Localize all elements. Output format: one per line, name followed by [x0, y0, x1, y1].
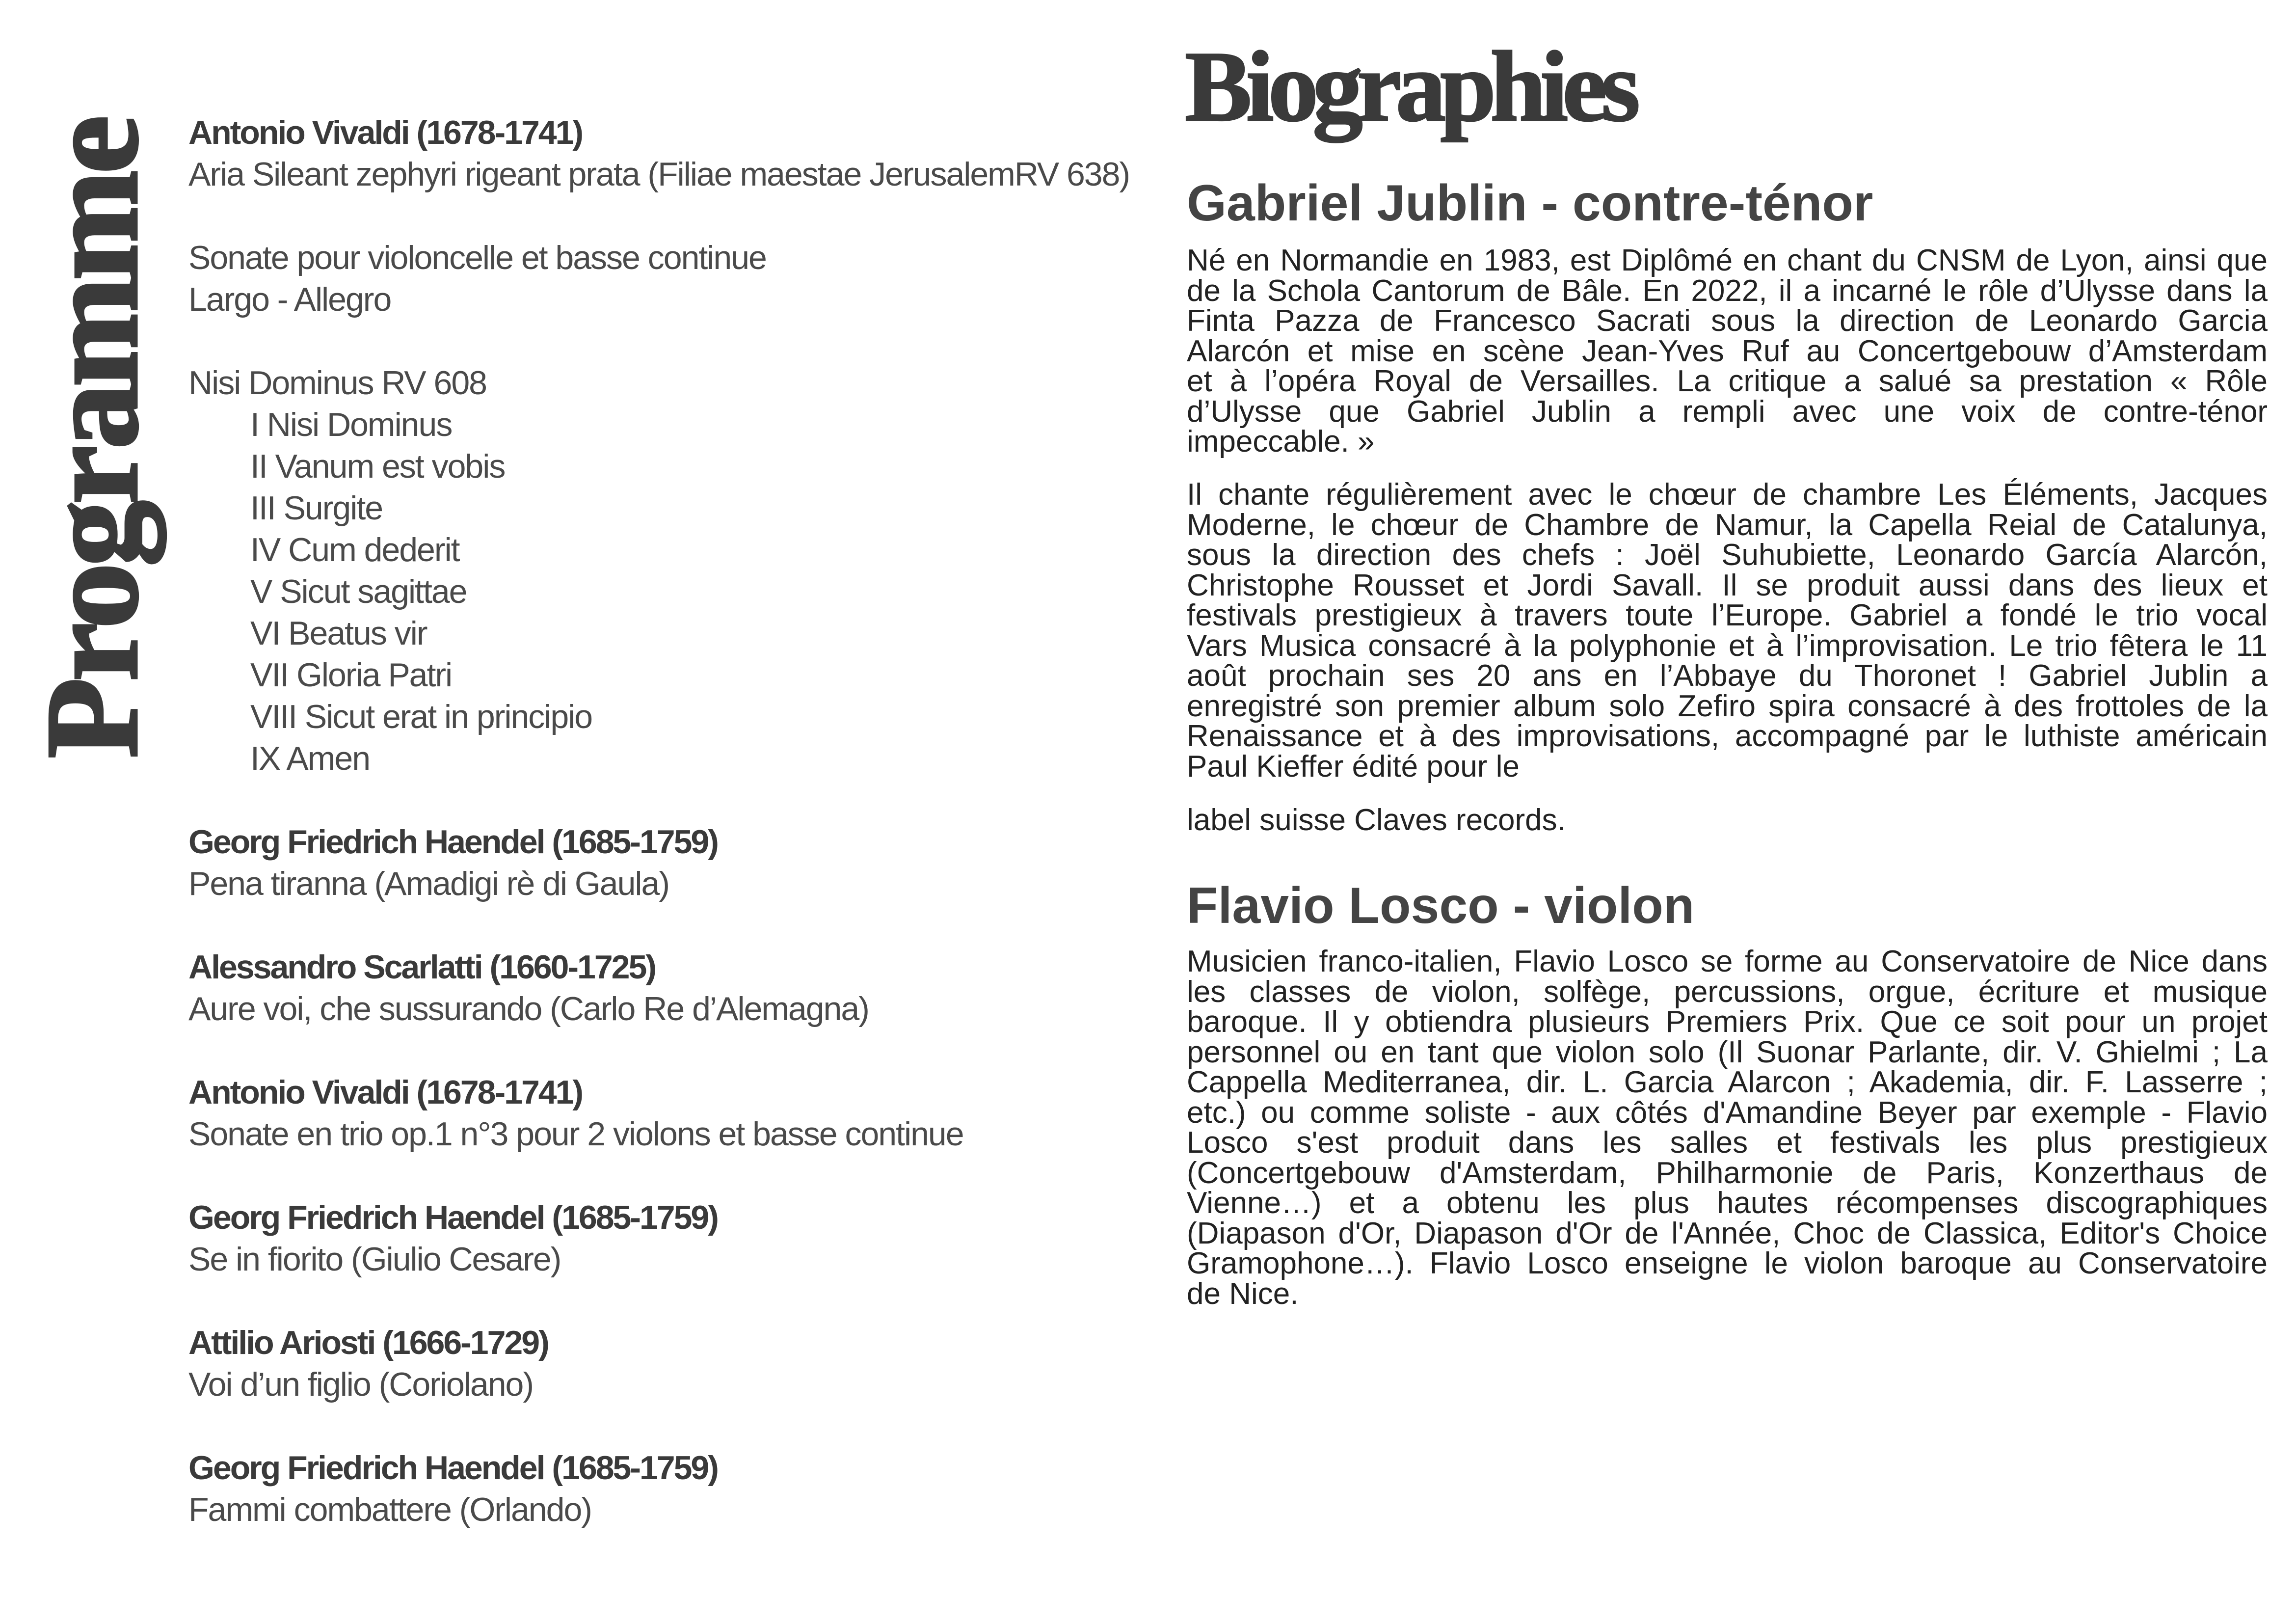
bio-line: d’Ulysse que Gabriel Jublin a rempli avec une voix de contre-ténor — [1187, 394, 2268, 429]
work-title: Aure voi, che sussurando (Carlo Re d’Alemagna) — [188, 990, 869, 1028]
bio-line: label suisse Claves records. — [1187, 803, 1566, 837]
composer-name: Alessandro Scarlatti (1660-1725) — [188, 948, 655, 986]
bio-line: festivals prestigieux à travers toute l’Europe. Gabriel a fondé le trio vocal — [1187, 598, 2268, 632]
bio-line: Il chante régulièrement avec le chœur de chambre Les Éléments, Jacques — [1187, 478, 2268, 512]
bio-line: Vienne…) et a obtenu les plus hautes récompenses discographiques — [1187, 1186, 2268, 1220]
bio-line: enregistré son premier album solo Zefiro spira consacré à des frottoles de la — [1187, 689, 2268, 723]
programme-item — [188, 362, 1165, 780]
movement-item: IV Cum dederit — [250, 531, 459, 568]
bio-line: impeccable. » — [1187, 425, 1375, 459]
bio-line: Losco s'est produit dans les salles et festivals les plus prestigieux — [1187, 1126, 2268, 1160]
artist-heading: Gabriel Jublin - contre-ténor — [1187, 175, 1873, 232]
movement-item: VIII Sicut erat in principio — [250, 698, 592, 735]
bio-line: (Concertgebouw d'Amsterdam, Philharmonie de Paris, Konzerthaus de — [1187, 1156, 2268, 1190]
movement-item: I Nisi Dominus — [250, 406, 452, 443]
bio-line: et à l’opéra Royal de Versailles. La critique a salué sa prestation « Rôle — [1187, 364, 2268, 398]
work-title: Voi d’un figlio (Coriolano) — [188, 1366, 533, 1403]
biographies-title: Biographies — [1185, 31, 1634, 142]
bio-line: Musicien franco-italien, Flavio Losco se forme au Conservatoire de Nice dans — [1187, 945, 2268, 978]
work-title: Sonate pour violoncelle et basse continue — [188, 239, 766, 276]
composer-name: Georg Friedrich Haendel (1685-1759) — [188, 1199, 718, 1236]
bio-line: août prochain ses 20 ans en l’Abbaye du Thoronet ! Gabriel Jublin a — [1187, 659, 2268, 693]
composer-name: Antonio Vivaldi (1678-1741) — [188, 114, 583, 151]
movement-item: III Surgite — [250, 489, 383, 527]
bio-paragraph — [1187, 480, 2268, 782]
work-title: Aria Sileant zephyri rigeant prata (Filiae maestae JerusalemRV 638) — [188, 156, 1130, 193]
work-title: Se in fiorito (Giulio Cesare) — [188, 1241, 561, 1278]
bio-line: personnel ou en tant que violon solo (Il Suonar Parlante, dir. V. Ghielmi ; La — [1187, 1035, 2268, 1069]
bio-line: Cappella Mediterranea, dir. L. Garcia Alarcon ; Akademia, dir. F. Lasserre ; — [1187, 1065, 2268, 1099]
composer-name: Attilio Ariosti (1666-1729) — [188, 1324, 548, 1361]
programme-title: Programme — [19, 119, 165, 758]
bio-paragraph — [1187, 947, 2268, 1309]
bio-line: (Diapason d'Or, Diapason d'Or de l'Année, Choc de Classica, Editor's Choice — [1187, 1216, 2268, 1250]
movement-item: VII Gloria Patri — [250, 656, 452, 694]
bio-line: etc.) ou comme soliste - aux côtés d'Amandine Beyer par exemple - Flavio — [1187, 1095, 2268, 1130]
programme-list — [188, 112, 1165, 1531]
bio-line: de Nice. — [1187, 1276, 1299, 1311]
bio-line: Renaissance et à des improvisations, accompagné par le luthiste américain — [1187, 719, 2268, 753]
bio-line: Finta Pazza de Francesco Sacrati sous la direction de Leonardo Garcia — [1187, 304, 2268, 338]
movement-list — [188, 404, 1165, 780]
bio-line: de la Schola Cantorum de Bâle. En 2022, il a incarné le rôle d’Ulysse dans la — [1187, 273, 2268, 308]
bio-line: Né en Normandie en 1983, est Diplômé en chant du CNSM de Lyon, ainsi que — [1187, 244, 2268, 277]
bio-line: Christophe Rousset et Jordi Savall. Il se produit aussi dans des lieux et — [1187, 568, 2268, 602]
movement-item: VI Beatus vir — [250, 615, 427, 652]
work-title: Pena tiranna (Amadigi rè di Gaula) — [188, 865, 669, 902]
programme-item — [188, 1197, 1165, 1280]
programme-item — [188, 1322, 1165, 1406]
bio-line: Alarcón et mise en scène Jean-Yves Ruf au Concertgebouw d’Amsterdam — [1187, 334, 2268, 368]
bio-paragraph — [1187, 805, 2268, 836]
bio-line: baroque. Il y obtiendra plusieurs Premiers Prix. Que ce soit pour un projet — [1187, 1005, 2268, 1039]
programme-item — [188, 237, 1165, 321]
programme-item — [188, 821, 1165, 905]
bio-line: sous la direction des chefs : Joël Suhubiette, Leonardo García Alarcón, — [1187, 538, 2268, 572]
programme-item — [188, 947, 1165, 1030]
work-tempo: Largo - Allegro — [188, 281, 391, 318]
bio-line: Vars Musica consacré à la polyphonie et à l’improvisation. Le trio fêtera le 11 — [1187, 628, 2268, 663]
programme-item — [188, 1072, 1165, 1155]
artist-heading: Flavio Losco - violon — [1187, 877, 1695, 934]
programme-item — [188, 112, 1165, 195]
work-title: Nisi Dominus RV 608 — [188, 364, 487, 402]
bio-line: Paul Kieffer édité pour le — [1187, 749, 1520, 784]
bio-line: les classes de violon, solfège, percussions, orgue, écriture et musique — [1187, 974, 2268, 1009]
work-title: Sonate en trio op.1 n°3 pour 2 violons et basse continue — [188, 1115, 963, 1153]
composer-name: Georg Friedrich Haendel (1685-1759) — [188, 1449, 718, 1487]
programme-item — [188, 1447, 1165, 1531]
movement-item: IX Amen — [250, 740, 370, 777]
bio-line: Moderne, le chœur de Chambre de Namur, la Capella Reial de Catalunya, — [1187, 508, 2268, 542]
bio-line: Gramophone…). Flavio Losco enseigne le violon baroque au Conservatoire — [1187, 1246, 2268, 1280]
movement-item: V Sicut sagittae — [250, 573, 467, 610]
movement-item: II Vanum est vobis — [250, 448, 505, 485]
work-title: Fammi combattere (Orlando) — [188, 1491, 591, 1528]
composer-name: Georg Friedrich Haendel (1685-1759) — [188, 823, 718, 861]
bio-paragraph — [1187, 245, 2268, 457]
composer-name: Antonio Vivaldi (1678-1741) — [188, 1074, 583, 1111]
